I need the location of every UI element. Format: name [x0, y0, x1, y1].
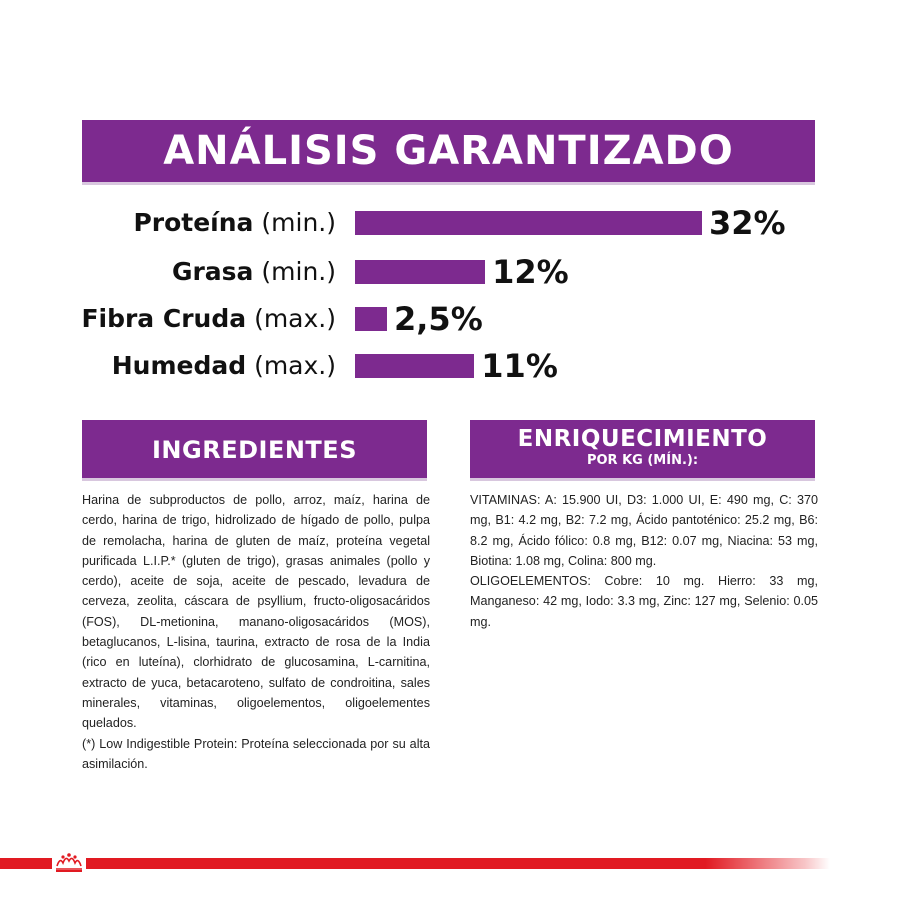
analysis-row-fiber — [0, 299, 900, 339]
analysis-value: 32% — [709, 204, 786, 242]
analysis-label: Fibra Cruda (max.) — [81, 304, 336, 333]
enrichment-heading: ENRIQUECIMIENTO — [517, 426, 768, 452]
ingredients-list: Harina de subproductos de pollo, arroz, maíz, harina de cerdo, harina de trigo, hidrolizado de hígado de pollo, pulpa de remolacha, harina de gluten de maíz, proteína vegetal purificada L.I.P.* (gluten de trigo), grasas animales (pollo y cerdo), aceite de soja, aceite de pescado, levadura de cerveza, zeolita, cáscara de psyllium, fructo-oligosacáridos (FOS), DL-metionina, manano-oligosacáridos (MOS), betaglucanos, L-lisina, taurina, extracto de rosa de la India (rico en luteína), clorhidrato de glucosamina, L-carnitina, extracto de yuca, betacaroteno, sulfato de condroitina, sales minerales, vitaminas, oligoelementos, oligoelementes quelados. — [82, 493, 430, 731]
ingredients-banner — [82, 420, 427, 481]
crown-icon — [52, 851, 86, 875]
analysis-bar — [355, 260, 485, 284]
ingredients-text — [82, 490, 430, 774]
ingredients-heading: INGREDIENTES — [152, 436, 357, 464]
analysis-row-moisture — [0, 346, 900, 386]
analysis-label: Proteína (min.) — [133, 208, 336, 237]
analysis-value: 11% — [481, 347, 558, 385]
enrichment-trace-elements: OLIGOELEMENTOS: Cobre: 10 mg. Hierro: 33 mg, Manganeso: 42 mg, Iodo: 3.3 mg, Zinc: 127 mg, Selenio: 0.05 mg. — [470, 574, 818, 629]
enrichment-vitamins: VITAMINAS: A: 15.900 UI, D3: 1.000 UI, E: 490 mg, C: 370 mg, B1: 4.2 mg, B2: 7.2 mg, Ácido pantoténico: 25.2 mg, B6: 8.2 mg, Ácido fólico: 0.8 mg, B12: 0.07 mg, Niacina: 53 mg, Biotina: 1.08 mg, Colina: 800 mg. — [470, 493, 818, 568]
analysis-bar — [355, 211, 702, 235]
analysis-label: Grasa (min.) — [171, 257, 336, 286]
analysis-title: ANÁLISIS GARANTIZADO — [163, 128, 734, 174]
enrichment-subheading: POR KG (MÍN.): — [586, 453, 699, 468]
analysis-bar — [355, 307, 387, 331]
analysis-bar — [355, 354, 474, 378]
ingredients-note: (*) Low Indigestible Protein: Proteína seleccionada por su alta asimilación. — [82, 736, 430, 771]
analysis-label: Humedad (max.) — [111, 351, 336, 380]
analysis-row-fat — [0, 252, 900, 292]
analysis-value: 12% — [492, 253, 569, 291]
analysis-value: 2,5% — [394, 300, 483, 338]
enrichment-text — [470, 490, 818, 632]
enrichment-banner — [470, 420, 815, 481]
analysis-row-protein — [0, 203, 900, 243]
analysis-title-banner — [82, 120, 815, 185]
footer-red-line — [0, 858, 830, 869]
